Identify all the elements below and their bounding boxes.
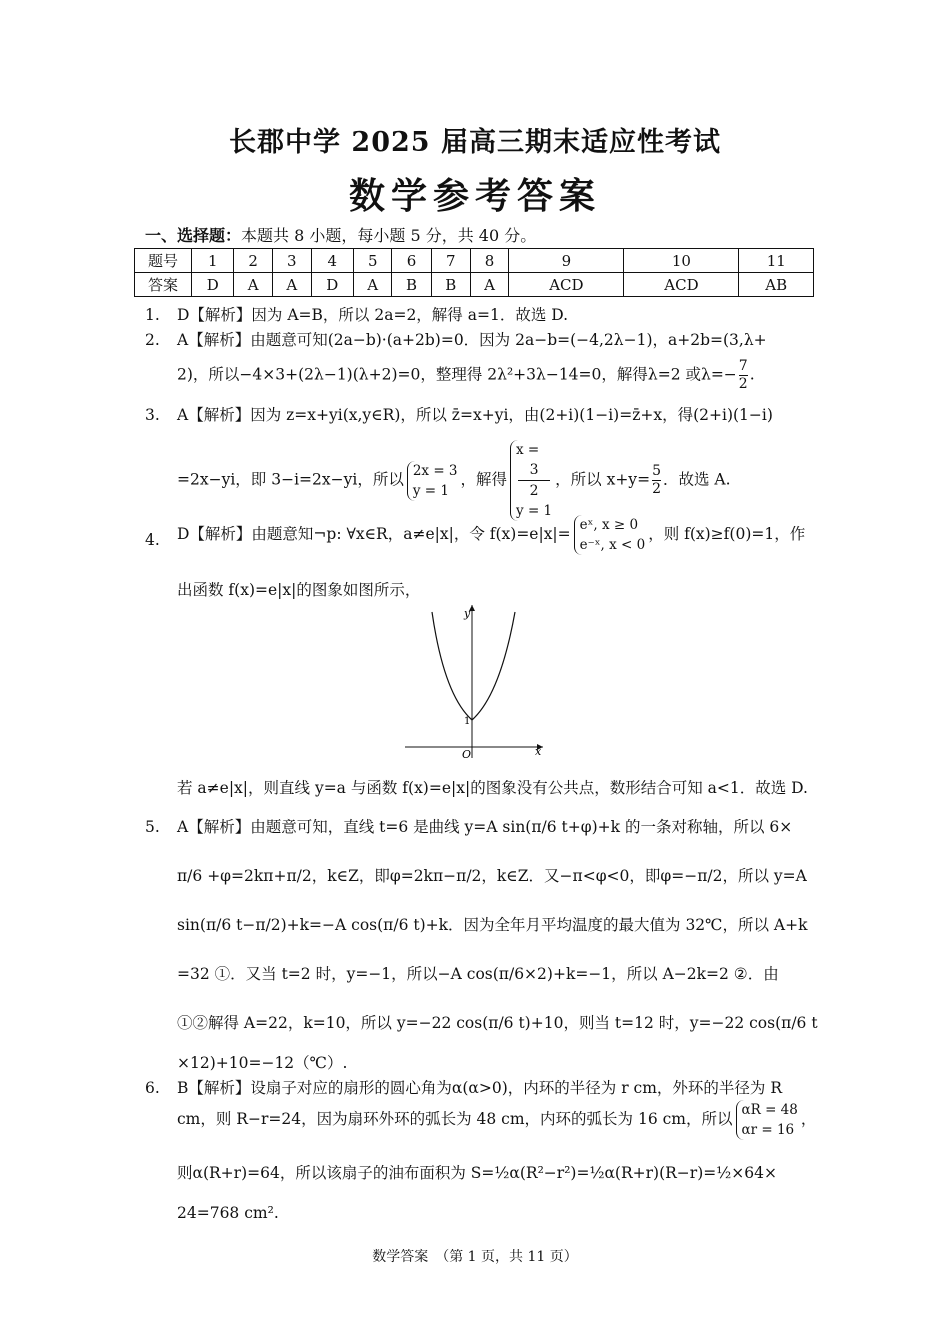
question-number: 10 xyxy=(624,249,739,273)
frac-numerator: 3 xyxy=(518,460,550,481)
q3-number: 3. xyxy=(145,406,160,424)
q3-fraction xyxy=(652,463,661,498)
frac-denominator: 2 xyxy=(529,483,539,499)
question-number: 2 xyxy=(234,249,273,273)
q3-system1 xyxy=(407,461,458,501)
frac-numerator: 7 xyxy=(738,358,748,374)
q2-line2-end: . xyxy=(749,365,755,384)
answer-cell: A xyxy=(272,273,311,297)
q3-system2 xyxy=(510,440,552,521)
question-number: 5 xyxy=(353,249,392,273)
sys-row: y = 1 xyxy=(516,503,553,519)
piece-row: e⁻ˣ, x < 0 xyxy=(579,537,646,553)
answer-title: 数学参考答案 xyxy=(348,175,601,217)
q3-text-b: ，解得 xyxy=(460,470,508,489)
q5-line4: =32 ①．又当 t=2 时，y=−1，所以−A cos(π/6×2)+k=−1，所以 A−2k=2 ②．由 xyxy=(177,965,779,983)
q5-number: 5. xyxy=(145,818,160,836)
question-number: 8 xyxy=(470,249,509,273)
exp-abs-graph xyxy=(400,600,550,760)
x-label: x xyxy=(535,745,542,758)
answer-cell: ACD xyxy=(624,273,739,297)
q3-text-a: =2x−yi，即 3−i=2x−yi，所以 xyxy=(177,470,404,489)
intercept-label: 1 xyxy=(464,716,471,727)
row-label: 题号 xyxy=(135,249,192,273)
answer-cell: D xyxy=(192,273,234,297)
q5-line2: π/6 +φ=2kπ+π/2，k∈Z，即φ=2kπ−π/2，k∈Z．又−π<φ<0，即φ=−π/2，所以 y=A xyxy=(177,867,807,885)
q2-line1: A【解析】由题意可知(2a−b)·(a+2b)=0．因为 2a−b=(−4,2λ−1)，a+2b=(3,λ+ xyxy=(177,331,767,349)
q3-line2 xyxy=(177,440,731,521)
q4-line2: 出函数 f(x)=e|x|的图象如图所示， xyxy=(177,581,421,599)
answer-cell: A xyxy=(470,273,509,297)
section-desc: 本题共 8 小题，每小题 5 分，共 40 分。 xyxy=(241,226,537,245)
section-heading xyxy=(145,223,536,246)
sys-row: 2x = 3 xyxy=(412,462,458,479)
q3-text-d: ．故选 A. xyxy=(662,470,731,489)
sys-row: αR = 48 xyxy=(741,1102,798,1118)
curve-e-abs-x xyxy=(432,612,515,720)
q5-line6: ×12)+10=−12（℃）. xyxy=(177,1054,348,1072)
sys-row: αr = 16 xyxy=(741,1122,795,1138)
question-number: 6 xyxy=(392,249,431,273)
section-label: 一、选择题： xyxy=(145,226,242,245)
question-number: 7 xyxy=(431,249,470,273)
q4-number: 4. xyxy=(145,531,160,549)
q2-number: 2. xyxy=(145,331,160,349)
q1-number: 1. xyxy=(145,306,160,324)
question-number: 1 xyxy=(192,249,234,273)
y-label: y xyxy=(464,607,471,620)
origin-label: O xyxy=(462,748,472,760)
q2-fraction xyxy=(739,358,748,393)
answer-cell: D xyxy=(311,273,353,297)
q6-line4: 24=768 cm². xyxy=(177,1204,279,1222)
q6-line2 xyxy=(177,1100,816,1140)
q6-text-b: ， xyxy=(800,1110,817,1128)
q2-line2-text: 2)，所以−4×3+(2λ−1)(λ+2)=0，整理得 2λ²+3λ−14=0，解得λ=2 或λ=− xyxy=(177,365,737,384)
row-label: 答案 xyxy=(135,273,192,297)
q4-text-b: ，则 f(x)≥f(0)=1，作 xyxy=(648,525,806,543)
q3-line1: A【解析】因为 z=x+yi(x,y∈R)，所以 z̄=x+yi，由(2+i)(1−i)=z̄+x，得(2+i)(1−i) xyxy=(177,406,773,424)
sys-row-pre: x = xyxy=(516,442,540,458)
answer-row xyxy=(135,273,814,297)
sys-fraction xyxy=(518,460,550,501)
q1-solution: D【解析】因为 A=B，所以 2a=2，解得 a=1．故选 D. xyxy=(177,306,569,324)
q2-line2 xyxy=(177,358,755,393)
sys-row xyxy=(516,440,552,501)
q4-piecewise xyxy=(574,515,646,555)
question-row xyxy=(135,249,814,273)
sys-row: y = 1 xyxy=(412,482,449,499)
question-number: 3 xyxy=(272,249,311,273)
q5-line1: A【解析】由题意可知，直线 t=6 是曲线 y=A sin(π/6 t+φ)+k 的一条对称轴，所以 6× xyxy=(177,818,793,836)
q5-line5: ①②解得 A=22，k=10，所以 y=−22 cos(π/6 t)+10，则当 t=12 时，y=−22 cos(π/6 t xyxy=(177,1014,818,1032)
question-number: 9 xyxy=(509,249,624,273)
frac-numerator: 5 xyxy=(652,463,661,479)
q6-text-a: cm，则 R−r=24，因为扇环外环的弧长为 48 cm，内环的弧长为 16 cm，所以 xyxy=(177,1110,733,1128)
q6-line1: B【解析】设扇子对应的扇形的圆心角为α(α>0)，内环的半径为 r cm，外环的半径为 R xyxy=(177,1079,783,1097)
question-number: 11 xyxy=(739,249,814,273)
page-footer: 数学答案 （第 1 页，共 11 页） xyxy=(372,1249,578,1265)
answer-cell: A xyxy=(234,273,273,297)
frac-denominator: 2 xyxy=(652,481,661,497)
answer-cell: ACD xyxy=(509,273,624,297)
exam-title: 长郡中学 2025 届高三期末适应性考试 xyxy=(229,127,721,158)
q6-line3: 则α(R+r)=64，所以该扇子的油布面积为 S=½α(R²−r²)=½α(R+r)(R−r)=½×64× xyxy=(177,1164,777,1182)
q6-system xyxy=(736,1100,798,1140)
answer-cell: AB xyxy=(739,273,814,297)
q4-line3: 若 a≠e|x|，则直线 y=a 与函数 f(x)=e|x|的图象没有公共点，数形结合可知 a<1．故选 D. xyxy=(177,779,808,797)
q6-number: 6. xyxy=(145,1079,160,1097)
answer-cell: A xyxy=(353,273,392,297)
q5-line3: sin(π/6 t−π/2)+k=−A cos(π/6 t)+k．因为全年月平均温度的最大值为 32℃，所以 A+k xyxy=(177,916,808,934)
question-number: 4 xyxy=(311,249,353,273)
frac-denominator: 2 xyxy=(738,376,748,392)
answer-cell: B xyxy=(431,273,470,297)
answer-table xyxy=(134,248,814,297)
q4-line1 xyxy=(177,515,805,555)
q4-text-a: D【解析】由题意知¬p: ∀x∈R，a≠e|x|，令 f(x)=e|x|= xyxy=(177,525,571,543)
piece-row: eˣ, x ≥ 0 xyxy=(579,517,639,533)
q3-text-c: ，所以 x+y= xyxy=(555,470,651,489)
answer-cell: B xyxy=(392,273,431,297)
